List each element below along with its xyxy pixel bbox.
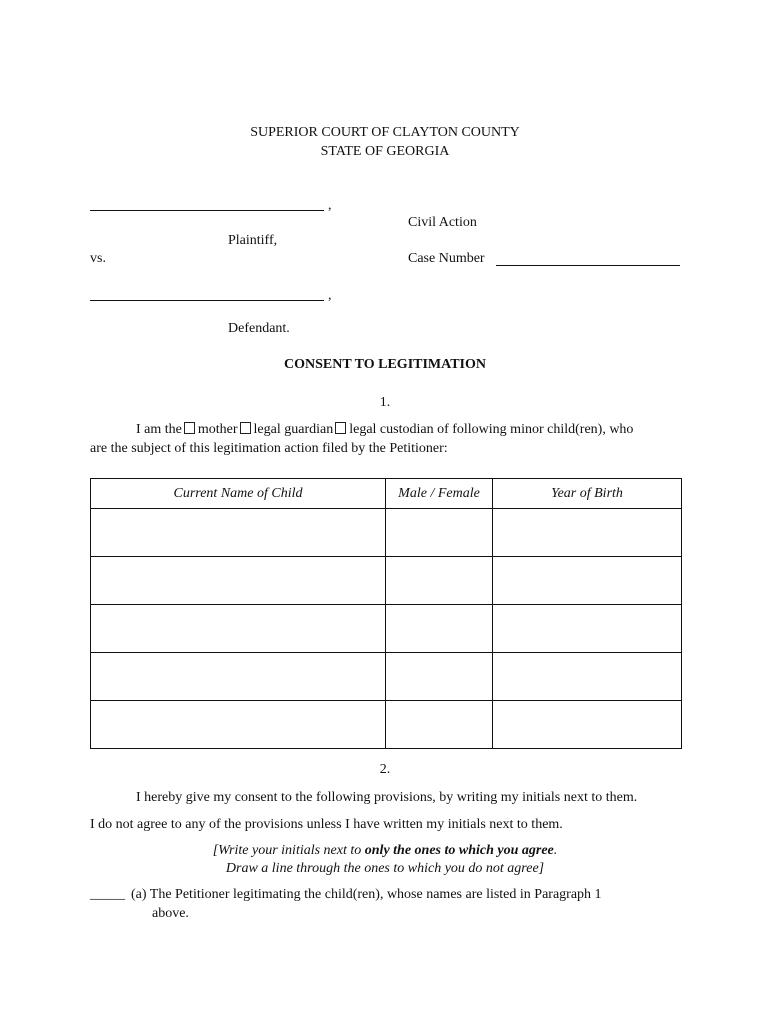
child-year-cell[interactable]: [493, 509, 682, 557]
child-year-cell[interactable]: [493, 701, 682, 749]
child-sex-cell[interactable]: [386, 653, 493, 701]
relationship-prefix: I am the: [136, 422, 182, 437]
guardian-label: legal guardian: [253, 422, 334, 437]
instruction-line-2: Draw a line through the ones to which you do not agree]: [225, 861, 545, 876]
table-header-row: [91, 479, 682, 509]
child-year-cell[interactable]: [493, 557, 682, 605]
disagree-statement: I do not agree to any of the provisions unless I have written my initials next to them.: [90, 817, 563, 832]
item-a-initials-blank[interactable]: _____: [90, 887, 125, 902]
relationship-line: [136, 422, 633, 438]
child-name-cell[interactable]: [91, 701, 386, 749]
relationship-line-2: are the subject of this legitimation action filed by the Petitioner:: [90, 441, 448, 456]
table-row: [91, 653, 682, 701]
plaintiff-comma: ,: [328, 198, 332, 213]
children-table: [90, 478, 682, 749]
defendant-label: Defendant.: [228, 321, 290, 336]
child-year-cell[interactable]: [493, 653, 682, 701]
table-row: [91, 557, 682, 605]
child-name-cell[interactable]: [91, 653, 386, 701]
mother-label: mother: [197, 422, 238, 437]
item-a-text: (a) The Petitioner legitimating the child(ren), whose names are listed in Paragraph 1: [131, 887, 602, 902]
custodian-checkbox[interactable]: [335, 422, 346, 434]
defendant-name-line[interactable]: [90, 300, 324, 301]
child-name-cell[interactable]: [91, 557, 386, 605]
table-row: [91, 605, 682, 653]
item-a-text-continued: above.: [152, 906, 189, 921]
child-name-cell[interactable]: [91, 509, 386, 557]
consent-statement: I hereby give my consent to the following provisions, by writing my initials next to them.: [136, 790, 638, 805]
child-sex-cell[interactable]: [386, 605, 493, 653]
column-header-name: Current Name of Child: [91, 479, 386, 509]
plaintiff-label: Plaintiff,: [228, 233, 278, 248]
court-name: SUPERIOR COURT OF CLAYTON COUNTY: [250, 125, 520, 140]
guardian-checkbox[interactable]: [240, 422, 251, 434]
table-row: [91, 701, 682, 749]
state-name: STATE OF GEORGIA: [320, 144, 450, 159]
civil-action-label: Civil Action: [408, 215, 477, 230]
child-sex-cell[interactable]: [386, 557, 493, 605]
document-title: CONSENT TO LEGITIMATION: [283, 357, 487, 372]
section-1-number: 1.: [379, 395, 391, 410]
instruction-post: .: [553, 843, 558, 858]
custodian-label: legal custodian of following minor child(ren), who: [349, 422, 634, 437]
versus-label: vs.: [90, 251, 106, 266]
defendant-comma: ,: [328, 288, 332, 303]
child-sex-cell[interactable]: [386, 509, 493, 557]
column-header-sex: Male / Female: [386, 479, 493, 509]
child-year-cell[interactable]: [493, 605, 682, 653]
plaintiff-name-line[interactable]: [90, 210, 324, 211]
instruction-pre: [Write your initials next to: [212, 843, 365, 858]
case-number-label: Case Number: [408, 251, 485, 266]
child-name-cell[interactable]: [91, 605, 386, 653]
column-header-year: Year of Birth: [493, 479, 682, 509]
mother-checkbox[interactable]: [184, 422, 195, 434]
instruction-emphasis: only the ones to which you agree: [364, 843, 554, 858]
table-row: [91, 509, 682, 557]
section-2-number: 2.: [379, 762, 391, 777]
instruction-line-1: [0, 843, 770, 859]
case-number-line[interactable]: [496, 265, 680, 266]
child-sex-cell[interactable]: [386, 701, 493, 749]
